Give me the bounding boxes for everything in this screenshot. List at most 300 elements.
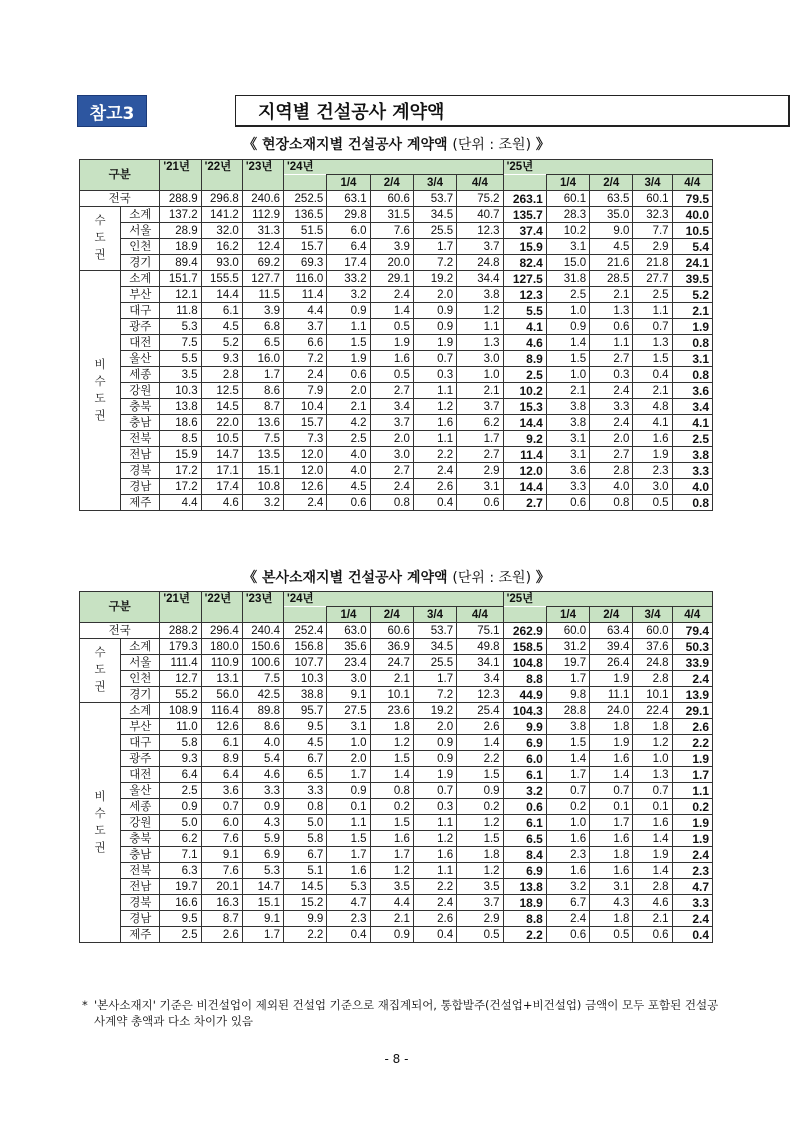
value-cell: 4.4 xyxy=(160,495,201,511)
value-cell: 17.2 xyxy=(160,479,201,495)
value-cell: 8.5 xyxy=(160,431,201,447)
table-row xyxy=(80,879,713,895)
region-label: 대전 xyxy=(121,335,160,351)
value-cell: 137.2 xyxy=(160,207,201,223)
value-cell: 40.7 xyxy=(457,207,503,223)
region-label: 경기 xyxy=(121,687,160,703)
value-cell: 1.5 xyxy=(457,767,503,783)
value-cell: 108.9 xyxy=(160,703,201,719)
region-label: 인천 xyxy=(121,239,160,255)
value-cell: 0.3 xyxy=(413,367,456,383)
value-cell: 21.8 xyxy=(633,255,672,271)
value-cell: 2.1 xyxy=(457,383,503,399)
value-cell: 296.4 xyxy=(201,623,242,639)
value-cell: 89.8 xyxy=(242,703,283,719)
value-cell: 1.4 xyxy=(546,751,589,767)
capital-area-label: 수 도 권 xyxy=(80,639,121,703)
value-cell: 1.7 xyxy=(457,431,503,447)
value-cell: 1.9 xyxy=(672,815,712,831)
table-row xyxy=(80,351,713,367)
value-cell: 7.3 xyxy=(284,431,327,447)
value-cell: 82.4 xyxy=(503,255,546,271)
value-cell: 0.8 xyxy=(672,335,712,351)
value-cell: 0.7 xyxy=(546,783,589,799)
value-cell: 1.6 xyxy=(413,415,456,431)
value-cell: 69.2 xyxy=(242,255,283,271)
value-cell: 2.2 xyxy=(284,927,327,943)
region-label: 전북 xyxy=(121,431,160,447)
value-cell: 0.8 xyxy=(672,495,712,511)
value-cell: 1.7 xyxy=(546,767,589,783)
region-label: 충남 xyxy=(121,847,160,863)
hq-location-contract-table xyxy=(79,591,713,943)
value-cell: 0.3 xyxy=(413,799,456,815)
value-cell: 0.9 xyxy=(413,735,456,751)
value-cell: 93.0 xyxy=(201,255,242,271)
value-cell: 12.5 xyxy=(201,383,242,399)
region-label: 경기 xyxy=(121,255,160,271)
year-total-header-blank xyxy=(284,607,327,623)
value-cell: 79.4 xyxy=(672,623,712,639)
value-cell: 1.0 xyxy=(457,367,503,383)
value-cell: 6.1 xyxy=(201,735,242,751)
table-row xyxy=(80,847,713,863)
value-cell: 14.7 xyxy=(201,447,242,463)
table-row xyxy=(80,303,713,319)
value-cell: 4.0 xyxy=(327,463,370,479)
value-cell: 1.2 xyxy=(633,735,672,751)
value-cell: 27.7 xyxy=(633,271,672,287)
value-cell: 1.7 xyxy=(413,239,456,255)
value-cell: 7.6 xyxy=(370,223,413,239)
value-cell: 1.5 xyxy=(327,831,370,847)
value-cell: 13.5 xyxy=(242,447,283,463)
value-cell: 12.0 xyxy=(284,447,327,463)
value-cell: 6.7 xyxy=(546,895,589,911)
value-cell: 24.1 xyxy=(672,255,712,271)
value-cell: 1.3 xyxy=(633,335,672,351)
value-cell: 6.1 xyxy=(503,767,546,783)
year-header: '25년 xyxy=(503,160,712,175)
value-cell: 1.9 xyxy=(672,751,712,767)
value-cell: 2.4 xyxy=(672,671,712,687)
value-cell: 3.3 xyxy=(590,399,633,415)
value-cell: 1.6 xyxy=(370,351,413,367)
value-cell: 28.5 xyxy=(590,271,633,287)
value-cell: 6.9 xyxy=(503,863,546,879)
value-cell: 0.9 xyxy=(327,303,370,319)
value-cell: 39.4 xyxy=(590,639,633,655)
value-cell: 4.6 xyxy=(633,895,672,911)
value-cell: 15.7 xyxy=(284,415,327,431)
table-row xyxy=(80,239,713,255)
value-cell: 36.9 xyxy=(370,639,413,655)
region-label: 강원 xyxy=(121,815,160,831)
region-label: 대구 xyxy=(121,735,160,751)
value-cell: 3.5 xyxy=(457,879,503,895)
value-cell: 112.9 xyxy=(242,207,283,223)
value-cell: 60.0 xyxy=(546,623,589,639)
value-cell: 1.1 xyxy=(327,815,370,831)
value-cell: 2.9 xyxy=(633,239,672,255)
value-cell: 3.8 xyxy=(546,719,589,735)
value-cell: 1.6 xyxy=(546,863,589,879)
value-cell: 1.1 xyxy=(413,383,456,399)
value-cell: 1.0 xyxy=(546,815,589,831)
value-cell: 31.2 xyxy=(546,639,589,655)
region-label: 충남 xyxy=(121,415,160,431)
value-cell: 8.7 xyxy=(242,399,283,415)
value-cell: 5.3 xyxy=(242,863,283,879)
region-label: 대전 xyxy=(121,767,160,783)
year-total-header-blank xyxy=(503,175,546,191)
value-cell: 6.6 xyxy=(284,335,327,351)
value-cell: 5.8 xyxy=(284,831,327,847)
table-row xyxy=(80,399,713,415)
value-cell: 0.9 xyxy=(413,751,456,767)
value-cell: 2.4 xyxy=(546,911,589,927)
value-cell: 5.4 xyxy=(672,239,712,255)
value-cell: 18.9 xyxy=(503,895,546,911)
value-cell: 3.3 xyxy=(284,783,327,799)
value-cell: 1.1 xyxy=(672,783,712,799)
value-cell: 2.1 xyxy=(327,399,370,415)
value-cell: 0.6 xyxy=(546,495,589,511)
value-cell: 6.5 xyxy=(242,335,283,351)
value-cell: 7.9 xyxy=(284,383,327,399)
value-cell: 6.9 xyxy=(503,735,546,751)
value-cell: 104.8 xyxy=(503,655,546,671)
value-cell: 5.8 xyxy=(160,735,201,751)
value-cell: 179.3 xyxy=(160,639,201,655)
table-row xyxy=(80,927,713,943)
value-cell: 3.2 xyxy=(503,783,546,799)
value-cell: 49.8 xyxy=(457,639,503,655)
value-cell: 38.8 xyxy=(284,687,327,703)
value-cell: 151.7 xyxy=(160,271,201,287)
table-row xyxy=(80,767,713,783)
value-cell: 3.3 xyxy=(546,479,589,495)
table-row xyxy=(80,383,713,399)
region-label: 전국 xyxy=(80,623,160,639)
category-header: 구분 xyxy=(80,592,160,623)
value-cell: 14.4 xyxy=(201,287,242,303)
table-row xyxy=(80,319,713,335)
region-label: 전남 xyxy=(121,447,160,463)
quarter-header: 3/4 xyxy=(413,607,456,623)
value-cell: 24.7 xyxy=(370,655,413,671)
value-cell: 8.9 xyxy=(201,751,242,767)
value-cell: 2.6 xyxy=(201,927,242,943)
value-cell: 69.3 xyxy=(284,255,327,271)
value-cell: 11.8 xyxy=(160,303,201,319)
region-label: 충북 xyxy=(121,831,160,847)
value-cell: 1.7 xyxy=(672,767,712,783)
value-cell: 79.5 xyxy=(672,191,712,207)
value-cell: 4.7 xyxy=(327,895,370,911)
value-cell: 29.8 xyxy=(327,207,370,223)
value-cell: 2.7 xyxy=(370,463,413,479)
value-cell: 4.6 xyxy=(242,767,283,783)
value-cell: 34.1 xyxy=(457,655,503,671)
value-cell: 1.0 xyxy=(546,367,589,383)
value-cell: 60.6 xyxy=(370,191,413,207)
value-cell: 4.1 xyxy=(672,415,712,431)
value-cell: 1.1 xyxy=(413,815,456,831)
value-cell: 1.7 xyxy=(242,927,283,943)
value-cell: 15.2 xyxy=(284,895,327,911)
value-cell: 1.0 xyxy=(546,303,589,319)
value-cell: 8.7 xyxy=(201,911,242,927)
value-cell: 12.1 xyxy=(160,287,201,303)
value-cell: 3.7 xyxy=(370,415,413,431)
region-label: 경남 xyxy=(121,479,160,495)
value-cell: 5.5 xyxy=(503,303,546,319)
year-header: '25년 xyxy=(503,592,712,607)
value-cell: 27.5 xyxy=(327,703,370,719)
value-cell: 50.3 xyxy=(672,639,712,655)
value-cell: 19.7 xyxy=(160,879,201,895)
quarter-header: 3/4 xyxy=(413,175,456,191)
value-cell: 18.9 xyxy=(160,239,201,255)
table-row xyxy=(80,495,713,511)
value-cell: 0.5 xyxy=(370,319,413,335)
value-cell: 0.3 xyxy=(590,367,633,383)
value-cell: 0.4 xyxy=(633,367,672,383)
value-cell: 0.2 xyxy=(457,799,503,815)
value-cell: 10.2 xyxy=(503,383,546,399)
value-cell: 12.6 xyxy=(201,719,242,735)
value-cell: 20.0 xyxy=(370,255,413,271)
value-cell: 2.1 xyxy=(590,287,633,303)
value-cell: 1.6 xyxy=(633,815,672,831)
value-cell: 13.8 xyxy=(160,399,201,415)
value-cell: 2.4 xyxy=(672,847,712,863)
value-cell: 150.6 xyxy=(242,639,283,655)
value-cell: 1.9 xyxy=(633,847,672,863)
value-cell: 2.2 xyxy=(503,927,546,943)
value-cell: 0.4 xyxy=(672,927,712,943)
value-cell: 2.8 xyxy=(590,463,633,479)
value-cell: 5.0 xyxy=(284,815,327,831)
value-cell: 1.9 xyxy=(672,319,712,335)
quarter-header: 4/4 xyxy=(457,175,503,191)
value-cell: 2.6 xyxy=(413,479,456,495)
value-cell: 63.4 xyxy=(590,623,633,639)
region-label: 강원 xyxy=(121,383,160,399)
value-cell: 7.7 xyxy=(633,223,672,239)
table-row xyxy=(80,287,713,303)
value-cell: 11.5 xyxy=(242,287,283,303)
table1-title-close: 》 xyxy=(535,137,550,153)
value-cell: 3.2 xyxy=(546,879,589,895)
value-cell: 107.7 xyxy=(284,655,327,671)
value-cell: 0.7 xyxy=(633,783,672,799)
value-cell: 2.7 xyxy=(590,351,633,367)
value-cell: 1.7 xyxy=(370,847,413,863)
value-cell: 2.5 xyxy=(633,287,672,303)
value-cell: 3.2 xyxy=(242,495,283,511)
value-cell: 110.9 xyxy=(201,655,242,671)
page-number: - 8 - xyxy=(384,1052,409,1066)
table-row xyxy=(80,911,713,927)
value-cell: 2.7 xyxy=(370,383,413,399)
year-header: '22년 xyxy=(201,592,242,623)
value-cell: 53.7 xyxy=(413,623,456,639)
non-capital-area-label: 비 수 도 권 xyxy=(80,271,121,511)
value-cell: 2.4 xyxy=(370,287,413,303)
value-cell: 288.2 xyxy=(160,623,201,639)
value-cell: 1.9 xyxy=(370,335,413,351)
table-row xyxy=(80,207,713,223)
value-cell: 12.3 xyxy=(457,223,503,239)
value-cell: 1.6 xyxy=(327,863,370,879)
table-row xyxy=(80,223,713,239)
value-cell: 2.8 xyxy=(633,879,672,895)
value-cell: 9.0 xyxy=(590,223,633,239)
value-cell: 16.3 xyxy=(201,895,242,911)
value-cell: 31.8 xyxy=(546,271,589,287)
value-cell: 15.0 xyxy=(546,255,589,271)
value-cell: 6.2 xyxy=(457,415,503,431)
value-cell: 25.5 xyxy=(413,655,456,671)
value-cell: 0.8 xyxy=(370,495,413,511)
value-cell: 10.3 xyxy=(284,671,327,687)
value-cell: 1.4 xyxy=(370,303,413,319)
value-cell: 10.2 xyxy=(546,223,589,239)
value-cell: 3.4 xyxy=(672,399,712,415)
value-cell: 28.9 xyxy=(160,223,201,239)
value-cell: 14.7 xyxy=(242,879,283,895)
value-cell: 1.9 xyxy=(327,351,370,367)
year-header: '21년 xyxy=(160,160,201,191)
value-cell: 15.7 xyxy=(284,239,327,255)
value-cell: 2.5 xyxy=(160,927,201,943)
quarter-header: 3/4 xyxy=(633,175,672,191)
value-cell: 0.5 xyxy=(633,495,672,511)
value-cell: 3.3 xyxy=(242,783,283,799)
value-cell: 3.4 xyxy=(370,399,413,415)
value-cell: 6.0 xyxy=(201,815,242,831)
value-cell: 1.7 xyxy=(242,367,283,383)
value-cell: 4.4 xyxy=(370,895,413,911)
value-cell: 2.6 xyxy=(413,911,456,927)
region-label: 경북 xyxy=(121,895,160,911)
value-cell: 7.2 xyxy=(413,687,456,703)
value-cell: 0.6 xyxy=(546,927,589,943)
quarter-header: 3/4 xyxy=(633,607,672,623)
value-cell: 3.8 xyxy=(672,447,712,463)
value-cell: 25.4 xyxy=(457,703,503,719)
value-cell: 5.4 xyxy=(242,751,283,767)
value-cell: 3.9 xyxy=(370,239,413,255)
value-cell: 4.3 xyxy=(242,815,283,831)
value-cell: 25.5 xyxy=(413,223,456,239)
value-cell: 19.7 xyxy=(546,655,589,671)
value-cell: 1.8 xyxy=(590,719,633,735)
value-cell: 6.0 xyxy=(503,751,546,767)
value-cell: 11.4 xyxy=(503,447,546,463)
value-cell: 1.1 xyxy=(413,863,456,879)
value-cell: 4.0 xyxy=(327,447,370,463)
value-cell: 2.4 xyxy=(284,495,327,511)
region-label: 충북 xyxy=(121,399,160,415)
value-cell: 0.7 xyxy=(633,319,672,335)
value-cell: 0.1 xyxy=(590,799,633,815)
value-cell: 3.1 xyxy=(546,447,589,463)
value-cell: 1.8 xyxy=(633,719,672,735)
value-cell: 34.5 xyxy=(413,639,456,655)
value-cell: 155.5 xyxy=(201,271,242,287)
value-cell: 28.3 xyxy=(546,207,589,223)
value-cell: 2.4 xyxy=(284,367,327,383)
value-cell: 1.8 xyxy=(590,911,633,927)
value-cell: 2.7 xyxy=(457,447,503,463)
value-cell: 4.0 xyxy=(590,479,633,495)
value-cell: 262.9 xyxy=(503,623,546,639)
value-cell: 0.2 xyxy=(546,799,589,815)
value-cell: 10.1 xyxy=(370,687,413,703)
table-row xyxy=(80,703,713,719)
value-cell: 9.1 xyxy=(201,847,242,863)
region-label: 울산 xyxy=(121,351,160,367)
value-cell: 0.1 xyxy=(633,799,672,815)
value-cell: 8.8 xyxy=(503,671,546,687)
value-cell: 1.6 xyxy=(590,831,633,847)
value-cell: 0.2 xyxy=(672,799,712,815)
value-cell: 9.9 xyxy=(503,719,546,735)
value-cell: 5.5 xyxy=(160,351,201,367)
table-row xyxy=(80,671,713,687)
value-cell: 9.3 xyxy=(201,351,242,367)
value-cell: 32.0 xyxy=(201,223,242,239)
value-cell: 127.5 xyxy=(503,271,546,287)
value-cell: 1.2 xyxy=(457,863,503,879)
value-cell: 6.4 xyxy=(160,767,201,783)
value-cell: 4.0 xyxy=(242,735,283,751)
value-cell: 2.0 xyxy=(327,751,370,767)
value-cell: 1.2 xyxy=(370,735,413,751)
value-cell: 14.4 xyxy=(503,415,546,431)
table2-title-close: 》 xyxy=(535,570,550,586)
value-cell: 2.1 xyxy=(546,383,589,399)
value-cell: 3.3 xyxy=(672,895,712,911)
value-cell: 63.5 xyxy=(590,191,633,207)
value-cell: 4.5 xyxy=(590,239,633,255)
value-cell: 2.4 xyxy=(590,383,633,399)
value-cell: 1.1 xyxy=(590,335,633,351)
value-cell: 2.2 xyxy=(457,751,503,767)
non-capital-area-label: 비 수 도 권 xyxy=(80,703,121,943)
quarter-header: 2/4 xyxy=(370,175,413,191)
value-cell: 63.0 xyxy=(327,623,370,639)
value-cell: 240.4 xyxy=(242,623,283,639)
table-row xyxy=(80,783,713,799)
value-cell: 1.4 xyxy=(457,735,503,751)
value-cell: 9.2 xyxy=(503,431,546,447)
value-cell: 3.1 xyxy=(672,351,712,367)
value-cell: 3.0 xyxy=(370,447,413,463)
value-cell: 296.8 xyxy=(201,191,242,207)
value-cell: 5.1 xyxy=(284,863,327,879)
value-cell: 13.6 xyxy=(242,415,283,431)
value-cell: 3.5 xyxy=(160,367,201,383)
value-cell: 1.9 xyxy=(633,447,672,463)
value-cell: 35.6 xyxy=(327,639,370,655)
footnote-star: * xyxy=(82,998,88,1012)
value-cell: 10.4 xyxy=(284,399,327,415)
value-cell: 17.1 xyxy=(201,463,242,479)
